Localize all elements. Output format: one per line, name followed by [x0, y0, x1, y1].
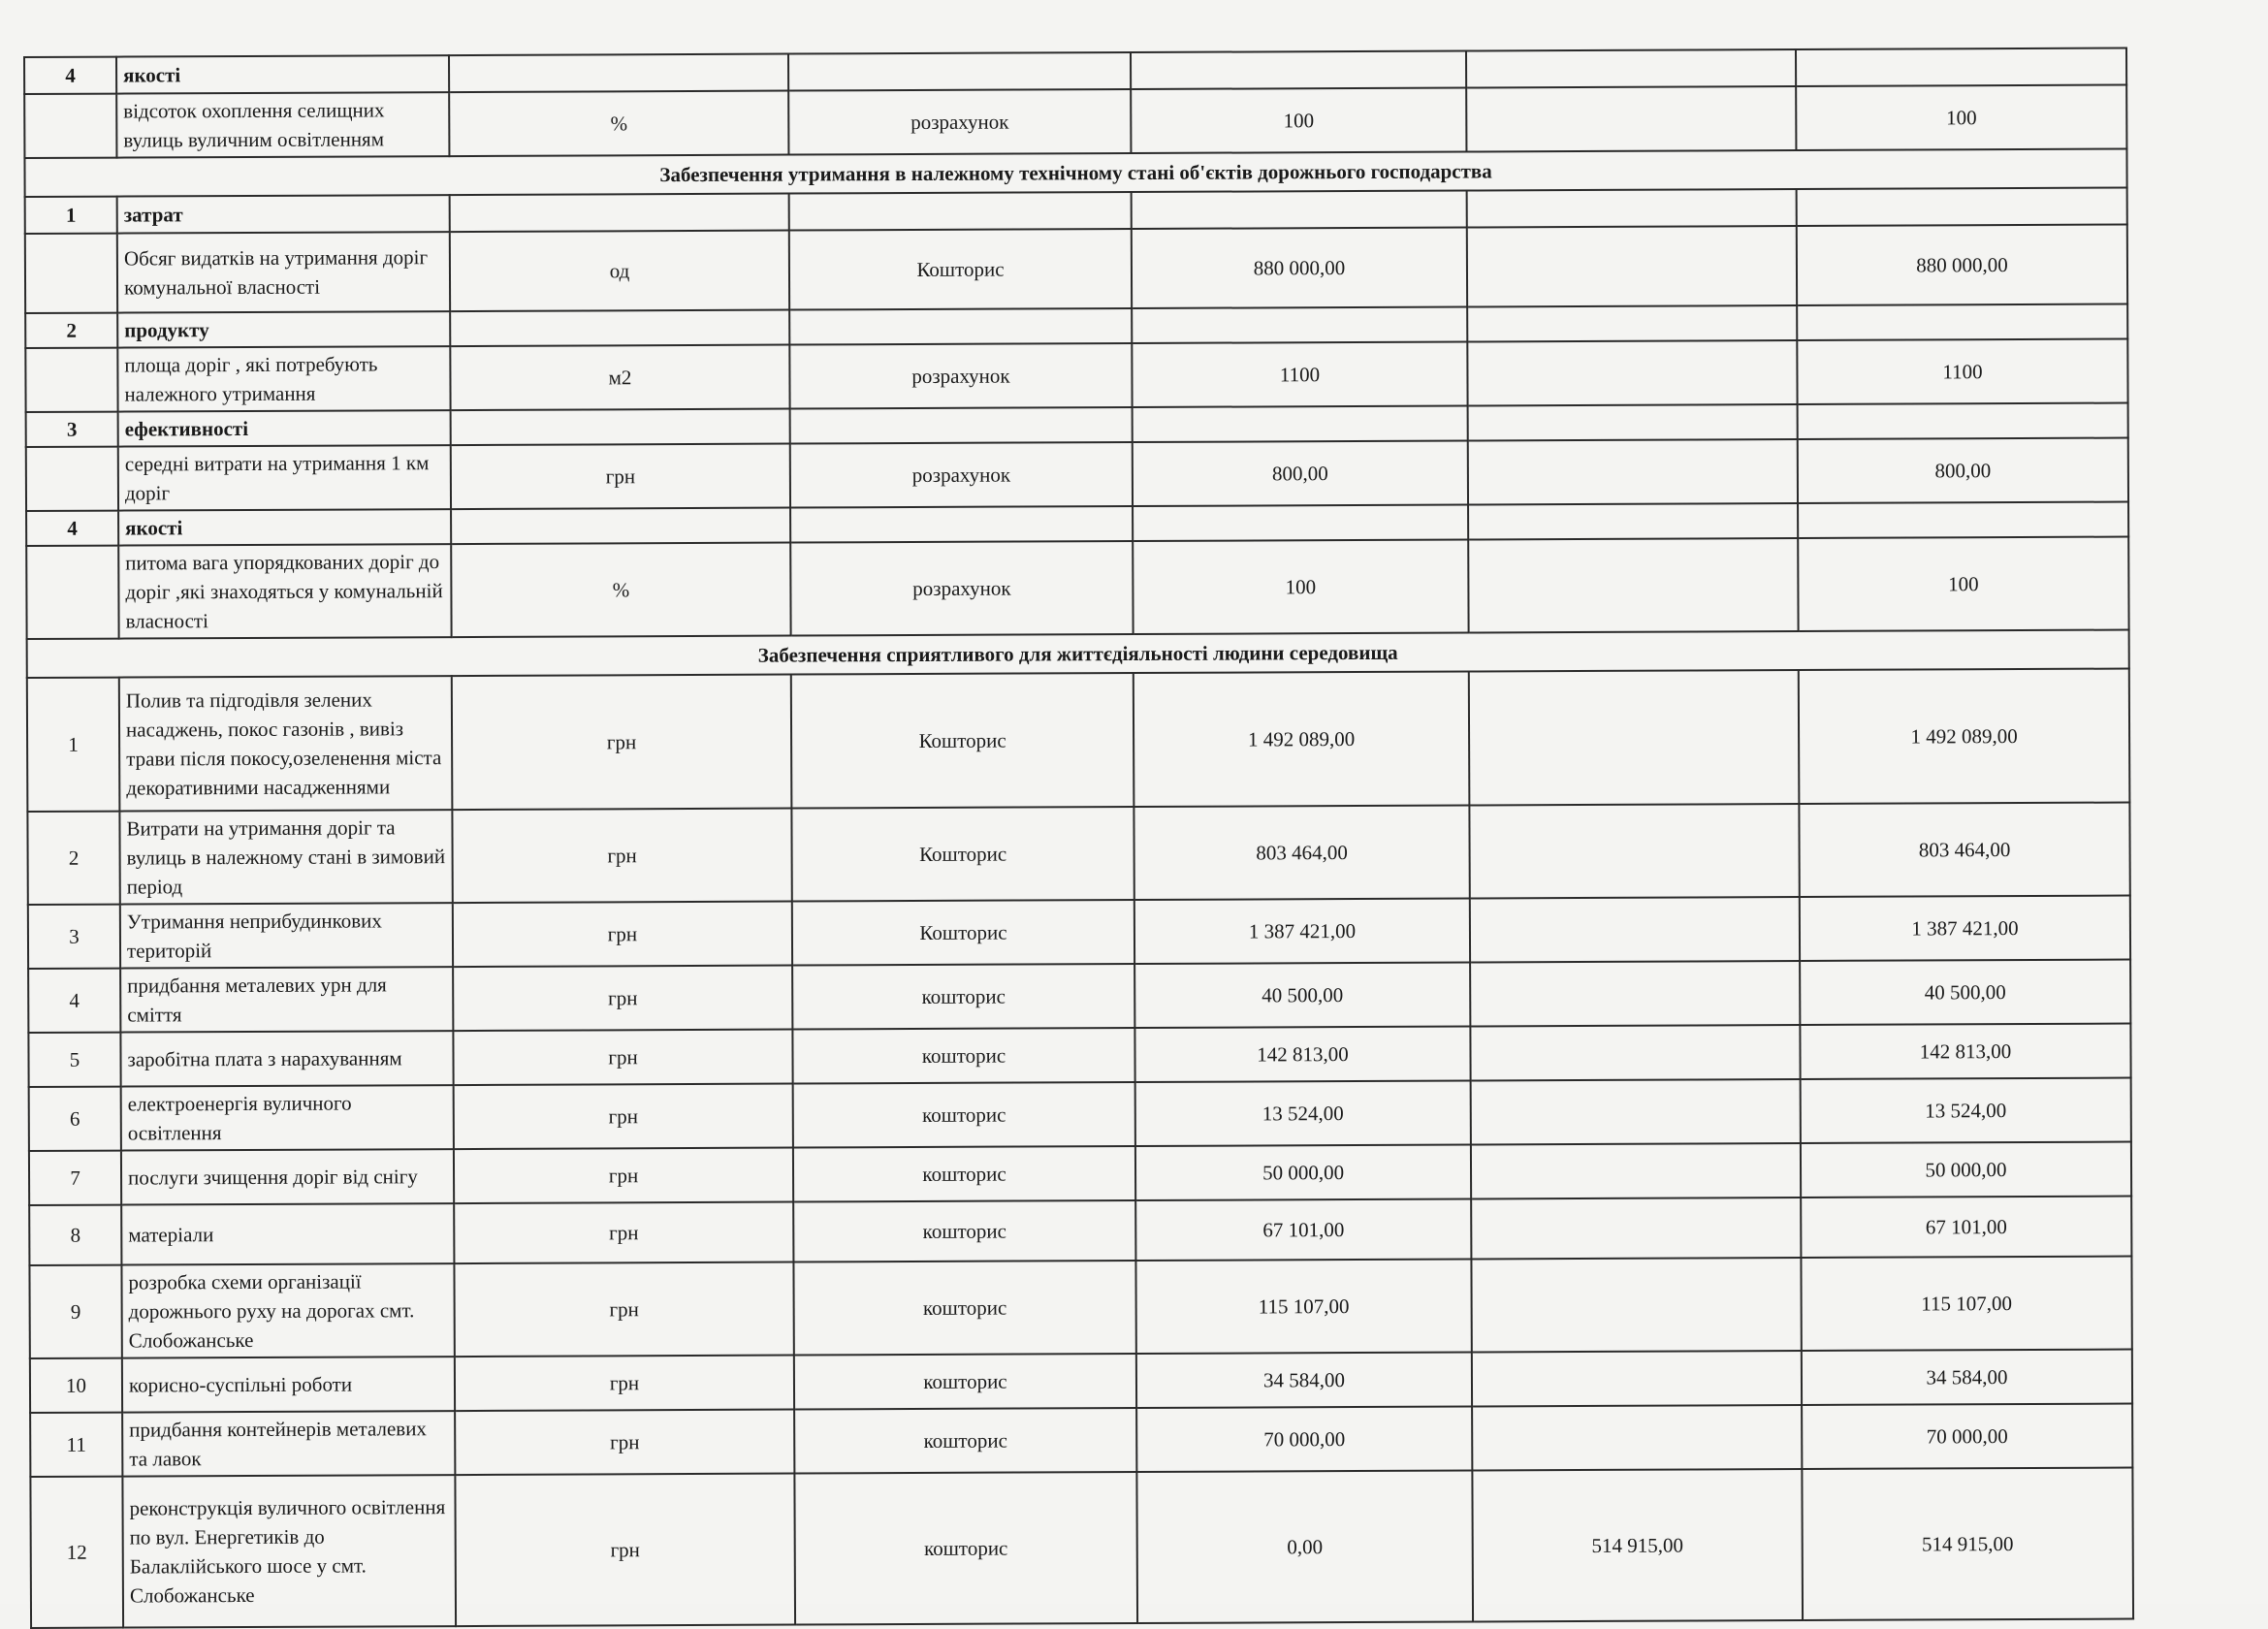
- table-row: [30, 1350, 2132, 1413]
- group-number: 3: [26, 412, 118, 447]
- table-row: [29, 1142, 2131, 1205]
- empty-cell: [1132, 191, 1467, 230]
- empty-cell: [1132, 307, 1467, 344]
- group-title: затрат: [117, 195, 450, 233]
- unit-cell: грн: [452, 809, 791, 904]
- table-row: [26, 537, 2128, 639]
- table-row: [26, 438, 2128, 511]
- group-number: 4: [24, 57, 116, 94]
- value-general-fund: 0,00: [1136, 1470, 1473, 1623]
- value-special-fund: [1468, 538, 1798, 632]
- row-number: 9: [29, 1265, 121, 1358]
- value-general-fund: 70 000,00: [1136, 1406, 1472, 1472]
- indicator-name: відсоток охоплення селищних вулиць вуличним освітленням: [116, 92, 449, 157]
- unit-cell: грн: [454, 1262, 793, 1358]
- row-number: 11: [30, 1413, 122, 1477]
- indicator-name: електроенергія вуличного освітлення: [121, 1085, 454, 1150]
- empty-cell: [1797, 188, 2127, 226]
- row-number: [25, 234, 117, 313]
- row-number: [26, 447, 118, 511]
- value-special-fund: [1472, 1351, 1802, 1406]
- value-special-fund: [1469, 670, 1800, 805]
- value-total: 67 101,00: [1801, 1197, 2131, 1258]
- value-special-fund: [1471, 1258, 1801, 1352]
- value-special-fund: [1468, 439, 1798, 504]
- value-general-fund: 100: [1131, 88, 1466, 154]
- group-number: 2: [25, 313, 117, 348]
- value-special-fund: [1469, 804, 1799, 898]
- indicator-name: Витрати на утримання доріг та вулиць в належному стані в зимовий період: [119, 810, 452, 904]
- value-general-fund: 50 000,00: [1135, 1144, 1471, 1200]
- source-cell: кошторис: [794, 1472, 1137, 1625]
- source-cell: кошторис: [793, 1082, 1135, 1148]
- table-row: [25, 339, 2127, 412]
- row-number: 1: [27, 678, 120, 812]
- empty-cell: [789, 192, 1132, 231]
- empty-cell: [1467, 189, 1797, 227]
- indicator-name: Утримання неприбудинкових територій: [120, 903, 453, 968]
- indicator-name: матеріали: [121, 1203, 454, 1264]
- table-row: [28, 896, 2130, 969]
- source-cell: кошторис: [794, 1354, 1136, 1410]
- table-row: [29, 1197, 2131, 1265]
- source-cell: кошторис: [792, 1028, 1134, 1084]
- value-special-fund: [1471, 1143, 1801, 1198]
- unit-cell: грн: [453, 966, 792, 1032]
- value-total: 115 107,00: [1801, 1257, 2131, 1351]
- group-number: 4: [26, 511, 118, 546]
- indicator-name: придбання металевих урн для сміття: [120, 967, 453, 1032]
- value-total: 514 915,00: [1802, 1468, 2133, 1620]
- source-cell: розрахунок: [790, 541, 1133, 636]
- empty-cell: [1796, 48, 2126, 86]
- row-number: [25, 348, 117, 412]
- value-general-fund: 67 101,00: [1135, 1198, 1471, 1261]
- unit-cell: %: [451, 543, 790, 638]
- empty-cell: [1798, 502, 2128, 538]
- indicator-name: реконструкція вуличного освітлення по вул. Енергетиків до Балаклійського шосе у смт. Слобожанське: [122, 1475, 456, 1627]
- empty-cell: [450, 310, 789, 347]
- indicator-name: послуги зчищення доріг від снігу: [121, 1149, 454, 1204]
- empty-cell: [451, 508, 790, 545]
- value-general-fund: 115 107,00: [1135, 1259, 1471, 1354]
- value-general-fund: 34 584,00: [1136, 1352, 1472, 1408]
- empty-cell: [1133, 505, 1468, 542]
- table-row: [25, 225, 2127, 313]
- unit-cell: грн: [453, 902, 792, 968]
- source-cell: розрахунок: [789, 343, 1132, 409]
- empty-cell: [449, 54, 788, 93]
- value-special-fund: [1467, 340, 1797, 405]
- empty-cell: [451, 409, 790, 446]
- value-total: 40 500,00: [1800, 960, 2130, 1025]
- value-special-fund: [1470, 1025, 1800, 1080]
- unit-cell: грн: [455, 1474, 795, 1627]
- empty-cell: [1468, 503, 1798, 539]
- table-body: [24, 48, 2133, 1628]
- value-general-fund: 142 813,00: [1134, 1026, 1470, 1082]
- group-title: ефективності: [118, 410, 451, 446]
- empty-cell: [788, 52, 1131, 91]
- table-row: [28, 960, 2130, 1033]
- row-number: 3: [28, 905, 120, 969]
- value-total: 70 000,00: [1802, 1404, 2132, 1469]
- unit-cell: од: [450, 231, 789, 312]
- source-cell: розрахунок: [790, 442, 1133, 508]
- value-total: 1100: [1797, 339, 2127, 404]
- row-number: 7: [29, 1151, 121, 1205]
- value-total: 13 524,00: [1801, 1078, 2131, 1143]
- value-total: 880 000,00: [1797, 225, 2127, 305]
- section-title: Забезпечення утримання в належному технічному стані об'єктів дорожнього господарства: [24, 149, 2126, 197]
- value-general-fund: 880 000,00: [1132, 228, 1467, 309]
- empty-cell: [1797, 304, 2127, 340]
- source-cell: кошторис: [793, 1261, 1135, 1356]
- indicator-name: середні витрати на утримання 1 км доріг: [118, 445, 451, 510]
- empty-cell: [1131, 51, 1466, 90]
- row-number: 8: [29, 1205, 121, 1265]
- unit-cell: м2: [450, 345, 789, 411]
- value-special-fund: [1471, 1079, 1801, 1144]
- unit-cell: грн: [452, 675, 792, 811]
- group-number: 1: [25, 197, 117, 234]
- value-general-fund: 1 492 089,00: [1134, 672, 1470, 808]
- source-cell: Кошторис: [792, 900, 1134, 966]
- value-general-fund: 1 387 421,00: [1134, 898, 1470, 964]
- table-row: [29, 1078, 2131, 1151]
- indicator-name: Обсяг видатків на утримання доріг комунальної власності: [117, 232, 450, 312]
- source-cell: Кошторис: [791, 673, 1134, 809]
- value-general-fund: 800,00: [1133, 441, 1468, 507]
- value-special-fund: [1470, 897, 1800, 962]
- empty-cell: [1466, 49, 1796, 87]
- table-row: [30, 1404, 2132, 1477]
- value-total: 100: [1796, 85, 2126, 150]
- value-special-fund: 514 915,00: [1472, 1469, 1803, 1621]
- value-total: 34 584,00: [1802, 1350, 2132, 1405]
- unit-cell: грн: [454, 1148, 793, 1204]
- value-total: 803 464,00: [1799, 803, 2129, 897]
- unit-cell: грн: [455, 1410, 794, 1476]
- empty-cell: [789, 308, 1132, 345]
- indicator-name: Полив та підгодівля зелених насаджень, покос газонів , вивіз трави після покосу,озеленення міста декоративними насадженнями: [119, 676, 453, 811]
- table-row: [29, 1257, 2131, 1358]
- empty-cell: [1467, 305, 1797, 341]
- row-number: 5: [28, 1033, 120, 1087]
- value-special-fund: [1467, 226, 1797, 306]
- value-total: 100: [1798, 537, 2128, 631]
- value-total: 50 000,00: [1801, 1142, 2131, 1198]
- empty-cell: [1468, 404, 1798, 440]
- unit-cell: грн: [453, 1030, 792, 1086]
- empty-cell: [1133, 406, 1468, 443]
- value-general-fund: 13 524,00: [1135, 1080, 1471, 1146]
- row-number: [24, 94, 116, 158]
- source-cell: кошторис: [793, 1146, 1135, 1202]
- indicator-name: корисно-суспільні роботи: [122, 1357, 455, 1412]
- source-cell: кошторис: [793, 1200, 1135, 1262]
- value-total: 1 492 089,00: [1799, 669, 2130, 804]
- unit-cell: %: [449, 91, 788, 157]
- empty-cell: [1798, 403, 2128, 439]
- indicator-name: питома вага упорядкованих доріг до доріг ,які знаходяться у комунальній власності: [118, 544, 451, 638]
- unit-cell: грн: [454, 1202, 793, 1264]
- empty-cell: [450, 194, 789, 233]
- group-title: якості: [116, 55, 449, 93]
- source-cell: розрахунок: [788, 89, 1131, 155]
- source-cell: Кошторис: [789, 229, 1132, 310]
- row-number: 4: [28, 969, 120, 1033]
- row-number: 10: [30, 1358, 122, 1413]
- table-row: [28, 1024, 2130, 1087]
- indicator-name: розробка схеми організації дорожнього руху на дорогах смт. Слобожанське: [121, 1263, 454, 1358]
- value-total: 142 813,00: [1800, 1024, 2130, 1079]
- indicator-name: придбання контейнерів металевих та лавок: [122, 1411, 455, 1476]
- empty-cell: [790, 506, 1133, 543]
- unit-cell: грн: [451, 444, 790, 510]
- table-row: [24, 85, 2126, 158]
- indicator-name: заробітна плата з нарахуванням: [120, 1031, 453, 1086]
- table-row: [27, 669, 2130, 812]
- row-number: 2: [27, 812, 119, 905]
- empty-cell: [790, 407, 1133, 444]
- value-total: 1 387 421,00: [1800, 896, 2130, 961]
- value-general-fund: 803 464,00: [1134, 806, 1469, 901]
- value-general-fund: 100: [1133, 540, 1468, 635]
- source-cell: кошторис: [792, 964, 1134, 1030]
- table-row: [27, 803, 2129, 905]
- unit-cell: грн: [455, 1356, 794, 1412]
- source-cell: кошторис: [794, 1408, 1136, 1474]
- section-title: Забезпечення сприятливого для життєдіяльності людини середовища: [27, 630, 2129, 678]
- value-special-fund: [1470, 961, 1800, 1026]
- value-special-fund: [1466, 86, 1796, 151]
- indicator-name: площа доріг , які потребують належного утримання: [117, 346, 450, 411]
- table-row: [30, 1468, 2133, 1628]
- value-special-fund: [1472, 1405, 1802, 1470]
- group-title: якості: [118, 509, 451, 545]
- row-number: [26, 546, 118, 639]
- value-total: 800,00: [1798, 438, 2128, 503]
- group-title: продукту: [117, 311, 450, 347]
- value-general-fund: 1100: [1132, 342, 1467, 408]
- value-general-fund: 40 500,00: [1134, 962, 1470, 1028]
- row-number: 6: [29, 1087, 121, 1151]
- indicators-table: [23, 48, 2134, 1629]
- unit-cell: грн: [454, 1084, 793, 1150]
- value-special-fund: [1471, 1198, 1801, 1259]
- row-number: 12: [30, 1477, 123, 1628]
- source-cell: Кошторис: [791, 807, 1134, 902]
